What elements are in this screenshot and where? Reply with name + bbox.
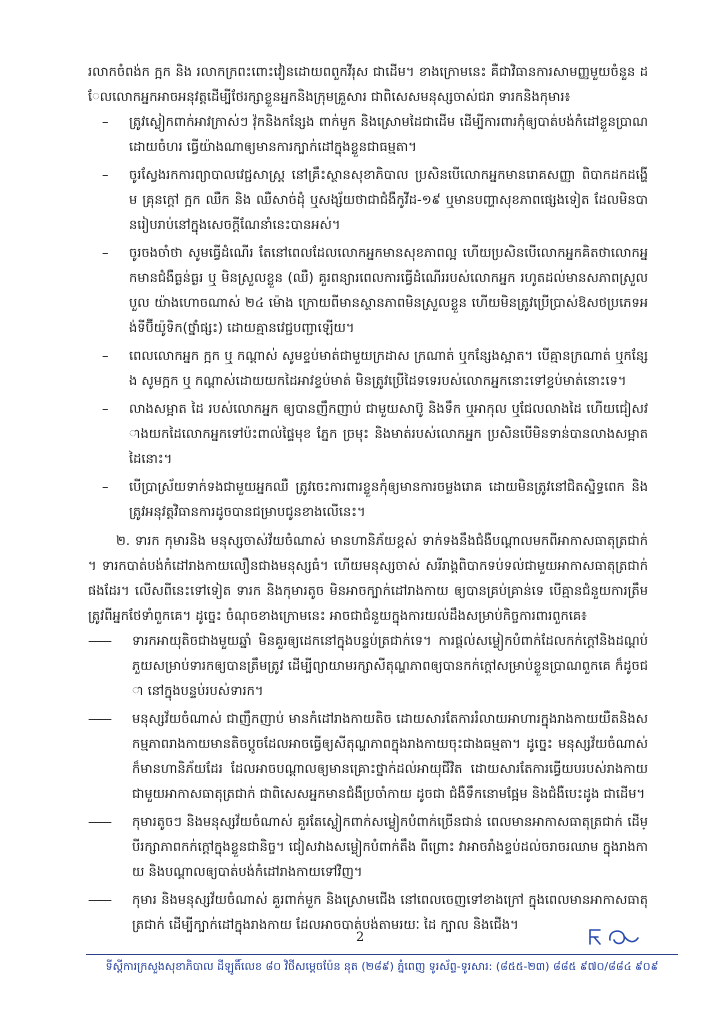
dash-bullet-icon: – <box>102 115 109 130</box>
handwritten-initials-icon <box>584 922 664 952</box>
list-item-text: លាងសម្អាត ដៃ របស់លោកអ្នក ឲ្យបានញឹកញាប់ ជាមួយសាប៊ូ និងទឹក ឬអាកុល ឬជែលលាងដៃ ហើយជៀសវាងយកដៃលោកអ្នកទៅប៉ះពាល់ផ្ទៃមុខ ភ្នែក ច្រមុះ និងមាត់របស់លោកអ្នក ប្រសិនបើមិនទាន់បានលាងសម្អាតដៃនោះ។ <box>129 402 648 467</box>
list-item-text: កុមារតូចៗ និងមនុស្សវ័យចំណាស់ គួរតែស្លៀកពាក់សម្លៀកបំពាក់ច្រើនជាន់ ពេលមានអាកាសធាតុត្រជាក់ ដើម្បីរក្សាភាពកក់ក្តៅក្នុងខ្លួនជានិច្ច។ ជៀសវាងសម្លៀកបំពាក់តឹង ពីព្រោះ វាអាចរាំងខ្ទប់ដល់ចរាចរឈាម ក្នុងរាងកាយ និងបណ្តាលឲ្យបាត់បង់កំដៅរាងកាយទៅវិញ។ <box>132 815 648 880</box>
intro-paragraph: រលាកចំពង់ក ក្អក និង រលាកក្រពះពោះវៀនដោយពពួកវីរុស ជាដើម។ ខាងក្រោមនេះ គឺជាវិធានការសាមញ្ញមួយចំនួន ដែលលោកអ្នកអាចអនុវត្តដើម្បីថែរក្សាខ្លួនអ្នកនិងក្រុមគ្រួសារ ជាពិសេសមនុស្សចាស់ជរា ទារកនិងកុមារ៖ <box>88 65 648 105</box>
dash-bullet-icon: – <box>102 349 109 364</box>
list-item <box>88 810 648 885</box>
list-item-text: មនុស្សវ័យចំណាស់ ជាញឹកញាប់ មានកំដៅរាងកាយតិច ដោយសារតែការរំលាយអាហារក្នុងរាងកាយយឺតនិងសកម្មភាពរាងកាយមានតិចប្តូចដែលអាចធ្វើឲ្យសីតុណ្ហភាពក្នុងរាងកាយចុះជាងធម្មតា។ ដូច្នេះ មនុស្សវ័យចំណាស់ ក៏មានហានិភ័យដែរ ដែលអាចបណ្តាលឲ្យមានគ្រោះថ្នាក់ដល់អាយុជីវិត ដោយសារតែការធ្វើយបរបស់រាងកាយជាមួយអាកាសធាតុត្រជាក់ ជាពិសេសអ្នកមានជំងឺប្រចាំកាយ ដូចជា ជំងឺទឹកនោមផ្អែម និងជំងឺបេះដូង ជាដើម។ <box>132 712 648 802</box>
list-item-text: ត្រូវស្លៀកពាក់អាវក្រាស់ៗ វ៉ុកនិងកន្សែង ពាក់មួក និងស្រោមដៃជាដើម ដើម្បីការពារកុំឲ្យបាត់បង់កំដៅខ្លួនប្រាណដោយចំហរ ធ្វើយ៉ាងណាឲ្យមានការក្បាក់ដៅក្នុងខ្លួនជាធម្មតា។ <box>129 115 648 155</box>
precaution-list <box>88 110 648 525</box>
dash-bullet-icon: – <box>102 402 109 417</box>
long-dash-bullet-icon: —— <box>88 712 110 727</box>
list-item <box>88 241 648 341</box>
page-number: 2 <box>356 930 365 945</box>
dash-bullet-icon: – <box>102 246 109 261</box>
long-dash-bullet-icon: —— <box>88 634 110 649</box>
list-item-text: ចូរចងចាំថា សូមធ្វើដំណើរ តែនៅពេលដែលលោកអ្នកមានសុខភាពល្អ ហើយប្រសិនបើលោកអ្នកគិតថាលោកអ្នកមានជំងឺធ្ងន់ធ្ងរ ឬ មិនស្រួលខ្លួន (ឈឺ) គួរពន្យារពេលការធ្វើដំណើររបស់លោកអ្នក រហូតដល់មានសភាពស្រួលបួល យ៉ាងហោចណាស់ ២៤ ម៉ោង ក្រោយពីមានស្ថានភាពមិនស្រួលខ្លួន ហើយមិនត្រូវប្រើប្រាស់ឱសថប្រភេទអង់ទីប៊ីយ៉ូទិក(ថ្នាំផ្សះ) ដោយគ្មានវេជ្ជបញ្ជាឡើយ។ <box>129 246 648 336</box>
list-item <box>88 397 648 472</box>
dash-bullet-icon: – <box>102 480 109 495</box>
document-body <box>88 60 648 941</box>
list-item-text: បើប្រាស្រ័យទាក់ទងជាមួយអ្នកឈឺ ត្រូវចេះការពារខ្លួនកុំឲ្យមានការចម្លងរោគ ដោយមិនត្រូវនៅជិតស្និទ្ធពេក និងត្រូវអនុវត្តវិធានការដូចបានជម្រាបជូនខាងលើនេះ។ <box>129 480 648 520</box>
list-item <box>88 110 648 160</box>
section-2-paragraph: ២. ទារក កុមារនិង មនុស្សចាស់វ័យចំណាស់ មានហានិភ័យខ្ពស់ ទាក់ទងនឹងជំងឺបណ្តាលមកពីអាកាសធាតុត្រជាក់ ។ ទារកបាត់បង់កំដៅរាងកាយលឿនជាងមនុស្សធំ។ ហើយមនុស្សចាស់ សរីរាង្គពិបាកទប់ទល់ជាមួយអាកាសធាតុត្រជាក់ផងដែរ។ លើសពីនេះទៅទៀត ទារក និងកុមារតូច មិនអាចក្បាក់ដៅរាងកាយ ឲ្យបានគ្រប់គ្រាន់ទេ បើគ្មានជំនួយការត្រឹមត្រូវពីអ្នកថែទាំពួកគេ។ ដូច្នេះ ចំណុចខាងក្រោមនេះ អាចជាជំនួយក្នុងការយល់ដឹងសម្រាប់កិច្ចការពារពួកគេ៖ <box>88 534 648 624</box>
list-item <box>88 163 648 238</box>
list-item <box>88 629 648 704</box>
footer-address: ទីស្តីការក្រសួងសុខាភិបាល ដីឡូតិ៍លេខ ៨០ វិថីសម្តេចប៉ែន នុត (២៨៩) ភ្នំពេញ ទូរស័ព្ទ-ទូរសារ: (៨៥៥-២៣) ៨៨៥ ៩៧០/៨៨៤ ៩០៩ <box>105 960 659 973</box>
list-item <box>88 344 648 394</box>
list-item <box>88 707 648 807</box>
list-item-text: ចូរស្វែងរកការព្យាបាលវេជ្ជសាស្ត្រ នៅគ្រឹះស្ថានសុខាភិបាល ប្រសិនបើលោកអ្នកមានរោគសញ្ញា ពិបាកដកដង្ហើម គ្រុនក្តៅ ក្អក ឈឺក និង ឈឺសាច់ដុំ ឬសង្ស័យថាជាជំងឺកូវីដ-១៩ ឬមានបញ្ហាសុខភាពផ្សេងទៀត ដែលមិនបានរៀបរាប់នៅក្នុងសេចក្តីណែនាំនេះបានអស់។ <box>129 168 648 233</box>
dash-bullet-icon: – <box>102 168 109 183</box>
list-item-text: ទារកអាយុតិចជាងមួយឆ្នាំ មិនគួរឲ្យដេកនៅក្នុងបន្ទប់ត្រជាក់ទេ។ ការផ្តល់សម្លៀកបំពាក់ដែលកក់ក្តៅនិងដណ្តប់ភួយសម្រាប់ទារកឲ្យបានត្រឹមត្រូវ ដើម្បីព្យាយាមរក្សាសីតុណ្ហភាពឲ្យបានកក់ក្តៅសម្រាប់ខ្លួនប្រាណពួកគេ ក៏ដូចជា នៅក្នុងបន្ទប់របស់ទារក។ <box>132 634 648 699</box>
list-item <box>88 475 648 525</box>
list-item-text: ពេលលោកអ្នក ក្អក ឬ កណ្តាស់ សូមខ្ទប់មាត់ជាមួយក្រដាស ក្រណាត់ ឬកន្សែងស្អាត។ បើគ្មានក្រណាត់ ឬកន្សែង សូមក្អក ឬ កណ្តាស់ដោយយកដៃអាវខ្ទប់មាត់ មិនត្រូវប្រើដៃទទេរបស់លោកអ្នកនោះទៅខ្ទប់មាត់នោះទេ។ <box>129 349 648 389</box>
list-item <box>88 888 648 938</box>
list-item-text: កុមារ និងមនុស្សវ័យចំណាស់ គួរពាក់មួក និងស្រោមជើង នៅពេលចេញទៅខាងក្រៅ ក្នុងពេលមានអាកាសធាតុត្រជាក់ ដើម្បីក្បាក់ដៅក្នុងរាងកាយ ដែលអាចបាត់បង់តាមរយៈ ដៃ ក្បាល និងជើង។ <box>132 893 648 933</box>
section-2 <box>88 529 648 938</box>
footer-divider <box>86 954 678 955</box>
long-dash-bullet-icon: —— <box>88 893 110 908</box>
vulnerable-groups-list <box>88 629 648 938</box>
long-dash-bullet-icon: —— <box>88 815 110 830</box>
